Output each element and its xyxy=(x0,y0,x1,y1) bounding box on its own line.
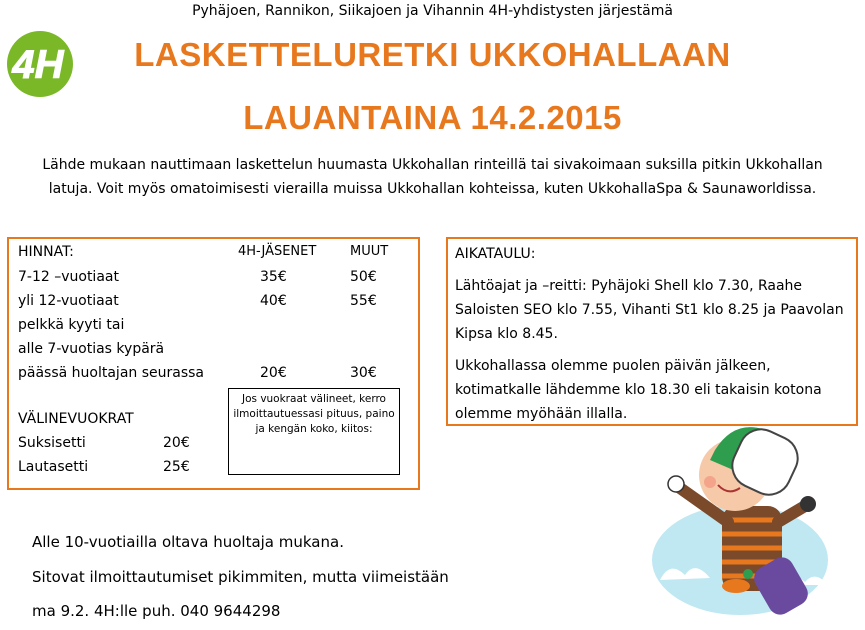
event-date: LAUANTAINA 14.2.2015 xyxy=(243,99,622,136)
price-row-other: 50€ xyxy=(350,269,377,285)
intro-text: Lähde mukaan nauttimaan laskettelun huumasta Ukkohallan rinteillä tai sivakoimaan suksilla pitkin Ukkohallan latuja. Voit myös omatoimisesti vierailla muissa Ukkohallan kohteissa, kuten UkkohallaSpa & Saunaworldissa. xyxy=(42,157,823,197)
rental-heading: VÄLINEVUOKRAT xyxy=(18,411,134,427)
price-row-label: alle 7-vuotias kypärä xyxy=(18,341,165,357)
footer-contact: ma 9.2. 4H:lle puh. 040 9644298 xyxy=(32,602,281,620)
footer-guardian-note: Alle 10-vuotiailla oltava huoltaja mukana. xyxy=(32,533,344,551)
snowboarder-illustration xyxy=(640,410,840,620)
svg-text:4H: 4H xyxy=(12,43,64,87)
prices-heading: HINNAT: xyxy=(18,244,74,260)
rental-label: Lautasetti xyxy=(18,459,89,475)
rental-label: Suksisetti xyxy=(18,435,86,451)
rental-note: Jos vuokraat välineet, kerro ilmoittautuessasi pituus, paino ja kengän koko, kiitos: xyxy=(228,388,400,475)
price-row-other: 30€ xyxy=(350,365,377,381)
price-row-member: 40€ xyxy=(260,293,287,309)
rental-price: 25€ xyxy=(163,459,190,475)
schedule-heading: AIKATAULU: xyxy=(455,246,536,262)
other-column-header: MUUT xyxy=(350,244,389,259)
price-row-other: 55€ xyxy=(350,293,377,309)
price-row-member: 35€ xyxy=(260,269,287,285)
rental-price: 20€ xyxy=(163,435,190,451)
price-row-member: 20€ xyxy=(260,365,287,381)
price-row-label: yli 12-vuotiaat xyxy=(18,293,119,309)
price-row-label: päässä huoltajan seurassa xyxy=(18,365,205,381)
footer-registration-note: Sitovat ilmoittautumiset pikimmiten, mutta viimeistään xyxy=(32,568,449,586)
price-row-label: 7-12 –vuotiaat xyxy=(18,269,119,285)
event-title: LASKETTELURETKI UKKOHALLAAN xyxy=(134,36,731,73)
organizers-line: Pyhäjoen, Rannikon, Siikajoen ja Vihannin 4H-yhdistysten järjestämä xyxy=(192,3,673,19)
member-column-header: 4H-JÄSENET xyxy=(238,244,317,259)
schedule-return: Ukkohallassa olemme puolen päivän jälkeen, kotimatkalle lähdemme klo 18.30 eli takaisin kotona olemme myöhään illalla. xyxy=(455,358,822,422)
price-row-label: pelkkä kyyti tai xyxy=(18,317,125,333)
schedule-departure: Lähtöajat ja –reitti: Pyhäjoki Shell klo 7.30, Raahe Saloisten SEO klo 7.55, Vihanti St1 klo 8.25 ja Paavolan Kipsa klo 8.45. xyxy=(455,278,844,342)
